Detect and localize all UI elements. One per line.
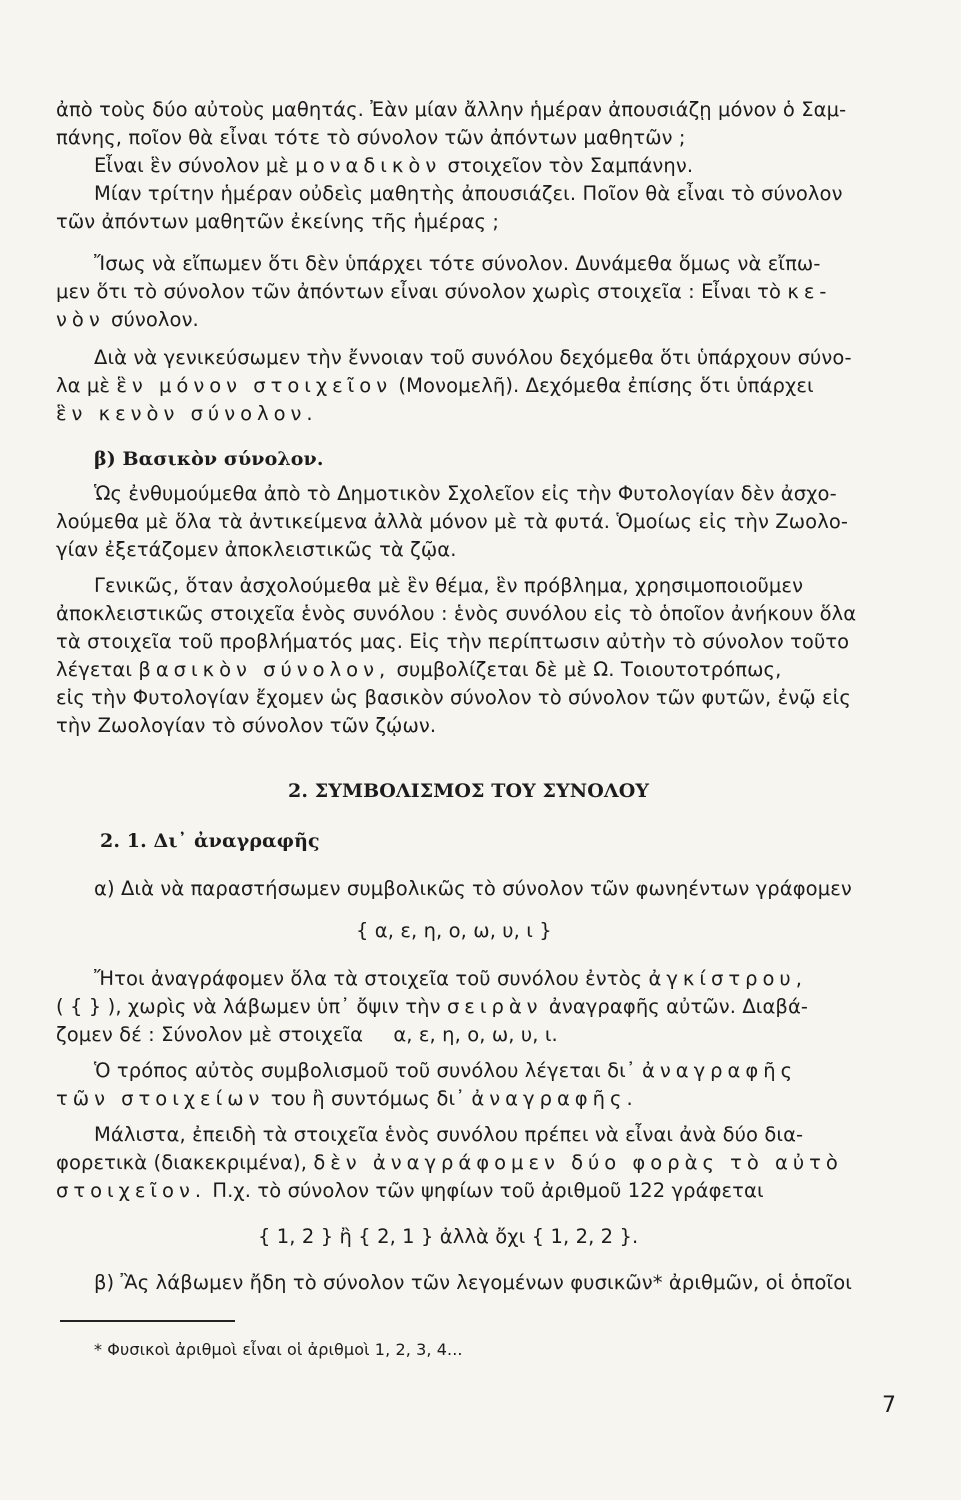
text-line: α) Διὰ νὰ παραστήσωμεν συμβολικῶς τὸ σύνολον τῶν φωνηέντων γράφομεν — [94, 877, 852, 900]
text-line: μεν ὅτι τὸ σύνολον τῶν ἀπόντων εἶναι σύνολον χωρὶς στοιχεῖα : Εἶναι τὸ κε- — [56, 280, 832, 303]
footnote-rule — [60, 1320, 235, 1322]
emphasis: τῶν στοιχείων — [56, 1087, 265, 1110]
page-number: 7 — [882, 1393, 896, 1418]
emphasis: κε- — [787, 280, 832, 303]
text-line: Μάλιστα, ἐπειδὴ τὰ στοιχεῖα ἑνὸς συνόλου πρέπει νὰ εἶναι ἀνὰ δύο δια- — [94, 1123, 804, 1146]
emphasis: νὸν — [56, 308, 105, 331]
text-line: Ὡς ἐνθυμούμεθα ἀπὸ τὸ Δημοτικὸν Σχολεῖον εἰς τὴν Φυτολογίαν δὲν ἀσχο- — [94, 482, 837, 505]
text-line: Ὁ τρόπος αὐτὸς συμβολισμοῦ τοῦ συνόλου λέγεται δι᾽ ἀναγραφῆς — [94, 1059, 798, 1082]
text-line: Μίαν τρίτην ἡμέραν οὐδεὶς μαθητὴς ἀπουσιάζει. Ποῖον θὰ εἶναι τὸ σύνολον — [94, 182, 843, 205]
text-line: Διὰ νὰ γενικεύσωμεν τὴν ἔννοιαν τοῦ συνόλου δεχόμεθα ὅτι ὑπάρχουν σύνο- — [94, 346, 852, 369]
text-line: Εἶναι ἓν σύνολον μὲ μοναδικὸν στοιχεῖον τὸν Σαμπάνην. — [94, 154, 694, 177]
emphasis: ἓν μόνον στοιχεῖον — [116, 374, 393, 397]
text-line: ( { } ), χωρὶς νὰ λάβωμεν ὑπ᾽ ὄψιν τὴν σειρὰν ἀναγραφῆς αὐτῶν. Διαβά- — [56, 995, 809, 1018]
text-line: λέγεται βασικὸν σύνολον, συμβολίζεται δὲ μὲ Ω. Τοιουτοτρόπως, — [56, 658, 782, 681]
emphasis: σειρὰν — [446, 995, 543, 1018]
text-line: β) Ἂς λάβωμεν ἤδη τὸ σύνολον τῶν λεγομένων φυσικῶν* ἀριθμῶν, οἱ ὁποῖοι — [94, 1271, 852, 1294]
text-line: στοιχεῖον. Π.χ. τὸ σύνολον τῶν ψηφίων τοῦ ἀριθμοῦ 122 γράφεται — [56, 1179, 764, 1202]
text-line: τὰ στοιχεῖα τοῦ προβλήματός μας. Εἰς τὴν περίπτωσιν αὐτὴν τὸ σύνολον τοῦτο — [56, 630, 850, 653]
text-line: τῶν ἀπόντων μαθητῶν ἐκείνης τῆς ἡμέρας ; — [56, 210, 500, 233]
text-line: φορετικὰ (διακεκριμένα), δὲν ἀναγράφομεν δύο φορὰς τὸ αὐτὸ — [56, 1151, 843, 1174]
text-line: νὸν σύνολον. — [56, 308, 199, 331]
text-line: λα μὲ ἓν μόνον στοιχεῖον (Μονομελῆ). Δεχόμεθα ἐπίσης ὅτι ὑπάρχει — [56, 374, 814, 397]
text-line: τῶν στοιχείων του ἢ συντόμως δι᾽ ἀναγραφῆς. — [56, 1087, 638, 1110]
text-line: τὴν Ζωολογίαν τὸ σύνολον τῶν ζῴων. — [56, 714, 437, 737]
chapter-heading: 2. ΣΥΜΒΟΛΙΣΜΟΣ ΤΟΥ ΣΥΝΟΛΟΥ — [288, 780, 650, 802]
emphasis: ἀναγραφῆς. — [471, 1087, 638, 1110]
text-line: Γενικῶς, ὅταν ἀσχολούμεθα μὲ ἓν θέμα, ἓν πρόβλημα, χρησιμοποιοῦμεν — [94, 574, 804, 597]
text-line: Ἤτοι ἀναγράφομεν ὅλα τὰ στοιχεῖα τοῦ συνόλου ἐντὸς ἀγκίστρου, — [94, 967, 807, 990]
text-line: ζομεν δέ : Σύνολον μὲ στοιχεῖα α, ε, η, ο, ω, υ, ι. — [56, 1023, 558, 1046]
footnote: * Φυσικοὶ ἀριθμοὶ εἶναι οἱ ἀριθμοὶ 1, 2, 3, 4... — [94, 1340, 463, 1359]
emphasis-line: ἓν κενὸν σύνολον. — [56, 402, 318, 425]
emphasis: μοναδικὸν — [295, 154, 442, 177]
emphasis: ἀγκίστρου, — [648, 967, 807, 990]
text-line: ἀπὸ τοὺς δύο αὐτοὺς μαθητάς. Ἐὰν μίαν ἄλλην ἡμέραν ἀπουσιάζῃ μόνον ὁ Σαμ- — [56, 98, 847, 121]
emphasis: δὲν ἀναγράφομεν δύο φορὰς τὸ αὐτὸ — [313, 1151, 843, 1174]
emphasis: στοιχεῖον. — [56, 1179, 207, 1202]
emphasis: βασικὸν σύνολον, — [138, 658, 391, 681]
text-line: ἀποκλειστικῶς στοιχεῖα ἑνὸς συνόλου : ἑνὸς συνόλου εἰς τὸ ὁποῖον ἀνήκουν ὅλα — [56, 602, 857, 625]
text-line: γίαν ἐξετάζομεν ἀποκλειστικῶς τὰ ζῷα. — [56, 538, 457, 561]
section-heading: β) Βασικὸν σύνολον. — [94, 448, 324, 470]
text-line: εἰς τὴν Φυτολογίαν ἔχομεν ὡς βασικὸν σύνολον τὸ σύνολον τῶν φυτῶν, ἐνῷ εἰς — [56, 686, 851, 709]
set-notation: { 1, 2 } ἢ { 2, 1 } ἀλλὰ ὄχι { 1, 2, 2 }. — [258, 1225, 639, 1248]
text-line: λούμεθα μὲ ὅλα τὰ ἀντικείμενα ἀλλὰ μόνον μὲ τὰ φυτά. Ὁμοίως εἰς τὴν Ζωολο- — [56, 510, 849, 533]
text-line: πάνης, ποῖον θὰ εἶναι τότε τὸ σύνολον τῶν ἀπόντων μαθητῶν ; — [56, 126, 686, 149]
emphasis: ἀναγραφῆς — [642, 1059, 798, 1082]
set-notation: { α, ε, η, ο, ω, υ, ι } — [356, 919, 552, 942]
subsection-heading: 2. 1. Δι᾽ ἀναγραφῆς — [100, 830, 320, 852]
text-line: Ἴσως νὰ εἴπωμεν ὅτι δὲν ὑπάρχει τότε σύνολον. Δυνάμεθα ὅμως νὰ εἴπω- — [94, 252, 821, 275]
